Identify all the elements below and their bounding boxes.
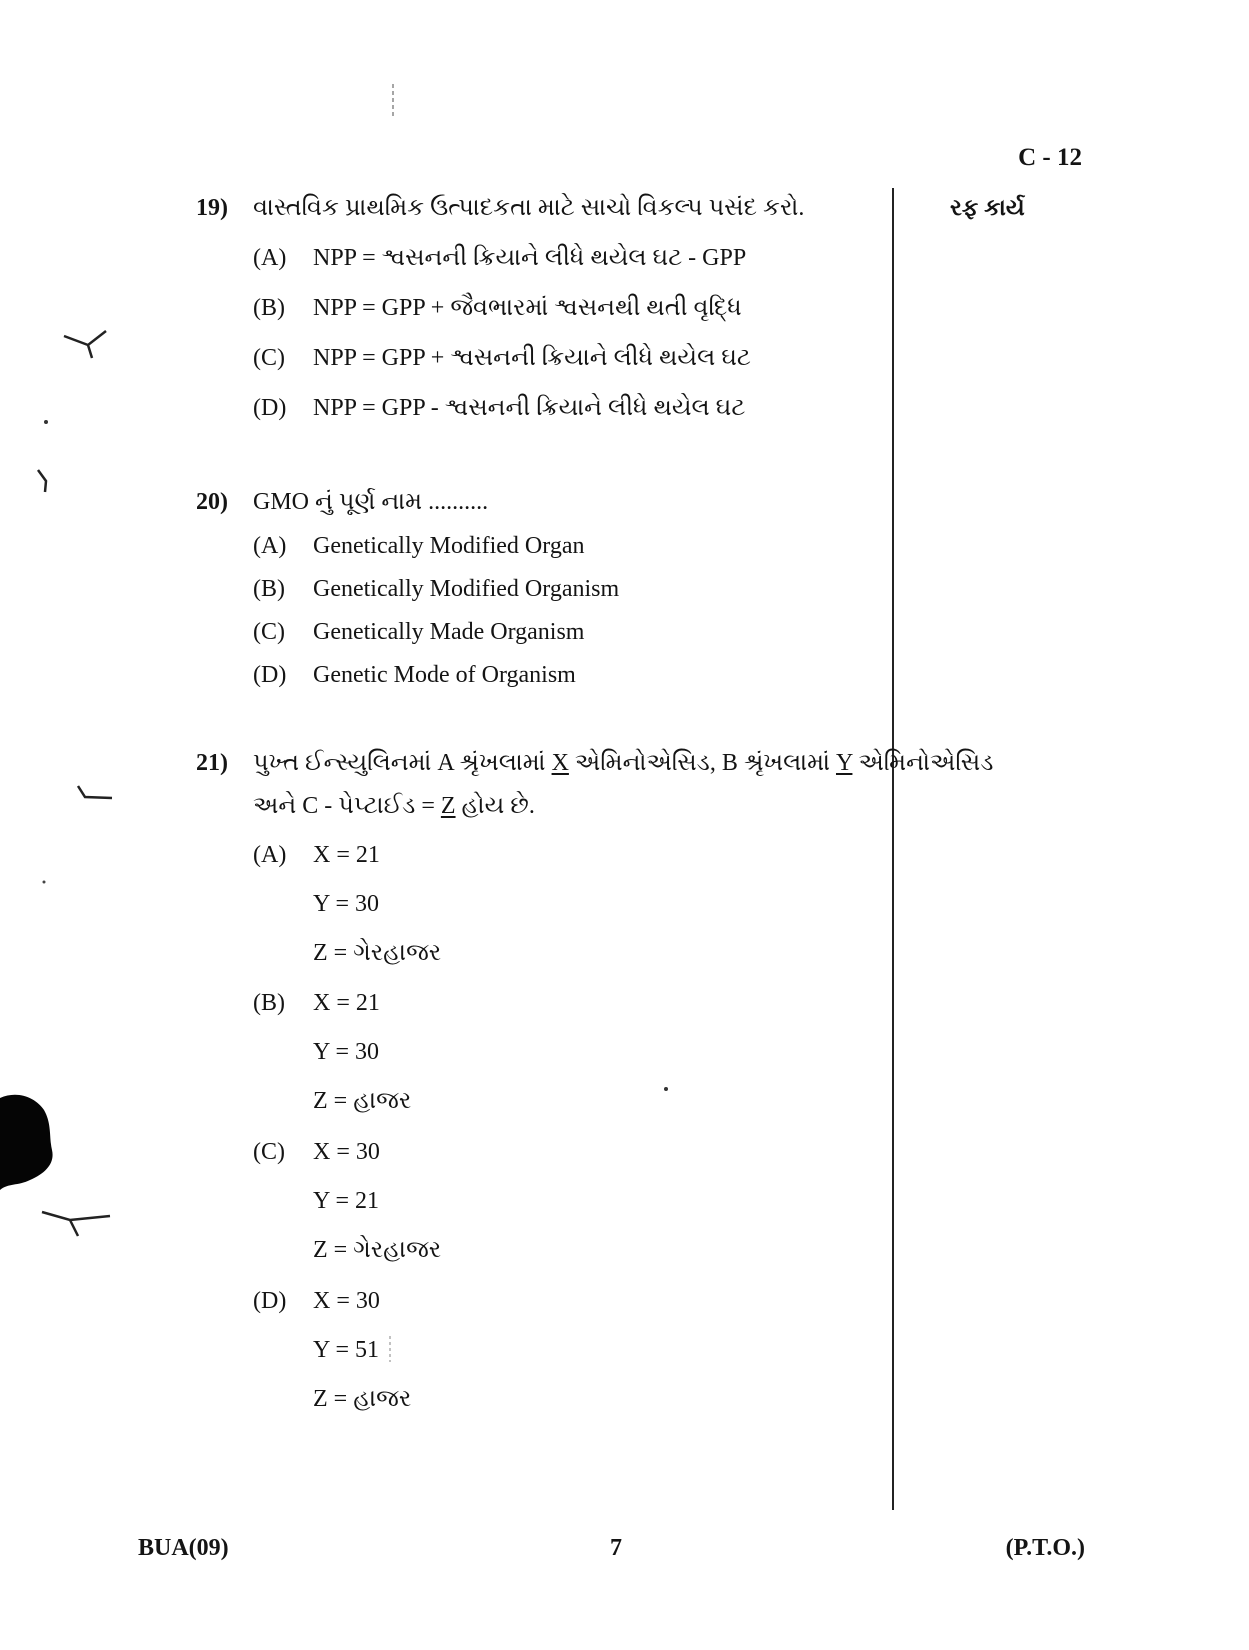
option-b	[0, 574, 888, 604]
option-a	[0, 243, 888, 273]
question-stem-line-1	[0, 748, 994, 778]
question-text	[253, 791, 535, 821]
question-text	[253, 748, 993, 778]
option-text: Genetically Modified Organism	[313, 576, 620, 602]
option-text: Genetically Modified Organ	[313, 533, 585, 559]
option-b-line-3	[0, 1086, 888, 1116]
option-c	[0, 617, 888, 647]
variable-z: Z	[440, 793, 456, 819]
option-a-line-3	[0, 938, 888, 968]
option-a-line-2	[0, 889, 888, 919]
option-label: (B)	[253, 990, 285, 1016]
option-label: (A)	[253, 842, 287, 868]
option-d-line-3	[0, 1384, 888, 1414]
option-c	[0, 1137, 888, 1167]
option-label: (D)	[253, 1288, 287, 1314]
question-number: 20)	[196, 489, 228, 515]
option-label: (C)	[253, 1139, 285, 1165]
stem-part: એમિનોએસિડ, B શ્રૃંખલામાં	[568, 750, 836, 776]
question-text: GMO નું પૂર્ણ નામ ..........	[253, 489, 489, 515]
option-c	[0, 343, 888, 373]
option-label: (C)	[253, 345, 285, 371]
option-d-line-2	[0, 1335, 888, 1365]
scan-dot	[43, 881, 46, 884]
option-line: Y = 51	[313, 1337, 379, 1363]
question-number: 19)	[196, 195, 228, 221]
option-label: (C)	[253, 619, 285, 645]
option-label: (A)	[253, 533, 287, 559]
question-number: 21)	[196, 750, 228, 776]
paper-code: C - 12	[1018, 144, 1082, 171]
option-a	[0, 531, 888, 561]
option-label: (B)	[253, 295, 285, 321]
variable-x: X	[551, 750, 569, 776]
option-line: Z = ગેરહાજર	[313, 940, 442, 966]
option-label: (D)	[253, 662, 287, 688]
question-stem	[0, 193, 888, 223]
option-text: NPP = GPP + જૈવભારમાં શ્વસનથી થતી વૃદ્ધિ	[313, 295, 742, 321]
option-a	[0, 840, 888, 870]
option-d	[0, 660, 888, 690]
option-b	[0, 293, 888, 323]
stem-part: પુખ્ત ઈન્સ્યુલિનમાં A શ્રૃંખલામાં	[253, 750, 552, 776]
option-text: NPP = GPP + શ્વસનની ક્રિયાને લીધે થયેલ ઘટ	[313, 345, 751, 371]
pto-note: (P.T.O.)	[1005, 1535, 1085, 1561]
option-label: (A)	[253, 245, 287, 271]
stem-part: એમિનોએસિડ	[852, 750, 994, 776]
variable-y: Y	[835, 750, 853, 776]
option-label: (D)	[253, 395, 287, 421]
option-line: Z = ગેરહાજર	[313, 1237, 442, 1263]
rough-work-divider	[892, 188, 894, 1510]
option-b	[0, 988, 888, 1018]
option-text: Genetically Made Organism	[313, 619, 585, 645]
option-line: Z = હાજર	[313, 1088, 412, 1114]
stem-part: અને C - પેપ્ટાઈડ =	[253, 793, 441, 819]
option-c-line-3	[0, 1235, 888, 1265]
option-text: Genetic Mode of Organism	[313, 662, 576, 688]
option-line: X = 21	[313, 842, 380, 868]
page-number: 7	[610, 1535, 622, 1561]
option-c-line-2	[0, 1186, 888, 1216]
option-d	[0, 1286, 888, 1316]
question-text: વાસ્તવિક પ્રાથમિક ઉત્પાદકતા માટે સાચો વિકલ્પ પસંદ કરો.	[253, 195, 805, 221]
option-line: X = 30	[313, 1288, 380, 1314]
rough-work-label: રફ કાર્ય	[950, 195, 1025, 220]
option-line: Z = હાજર	[313, 1386, 412, 1412]
question-stem-line-2	[0, 791, 888, 821]
option-label: (B)	[253, 576, 285, 602]
option-line: X = 21	[313, 990, 380, 1016]
option-line: Y = 30	[313, 1039, 379, 1065]
option-b-line-2	[0, 1037, 888, 1067]
option-line: Y = 30	[313, 891, 379, 917]
question-stem	[0, 487, 888, 517]
option-d	[0, 393, 888, 423]
option-line: X = 30	[313, 1139, 380, 1165]
stem-part: હોય છે.	[455, 793, 535, 819]
option-text: NPP = GPP - શ્વસનની ક્રિયાને લીધે થયેલ ઘટ	[313, 395, 746, 421]
option-line: Y = 21	[313, 1188, 379, 1214]
option-text: NPP = શ્વસનની ક્રિયાને લીધે થયેલ ઘટ - GPP	[313, 245, 747, 271]
booklet-code: BUA(09)	[138, 1535, 229, 1561]
